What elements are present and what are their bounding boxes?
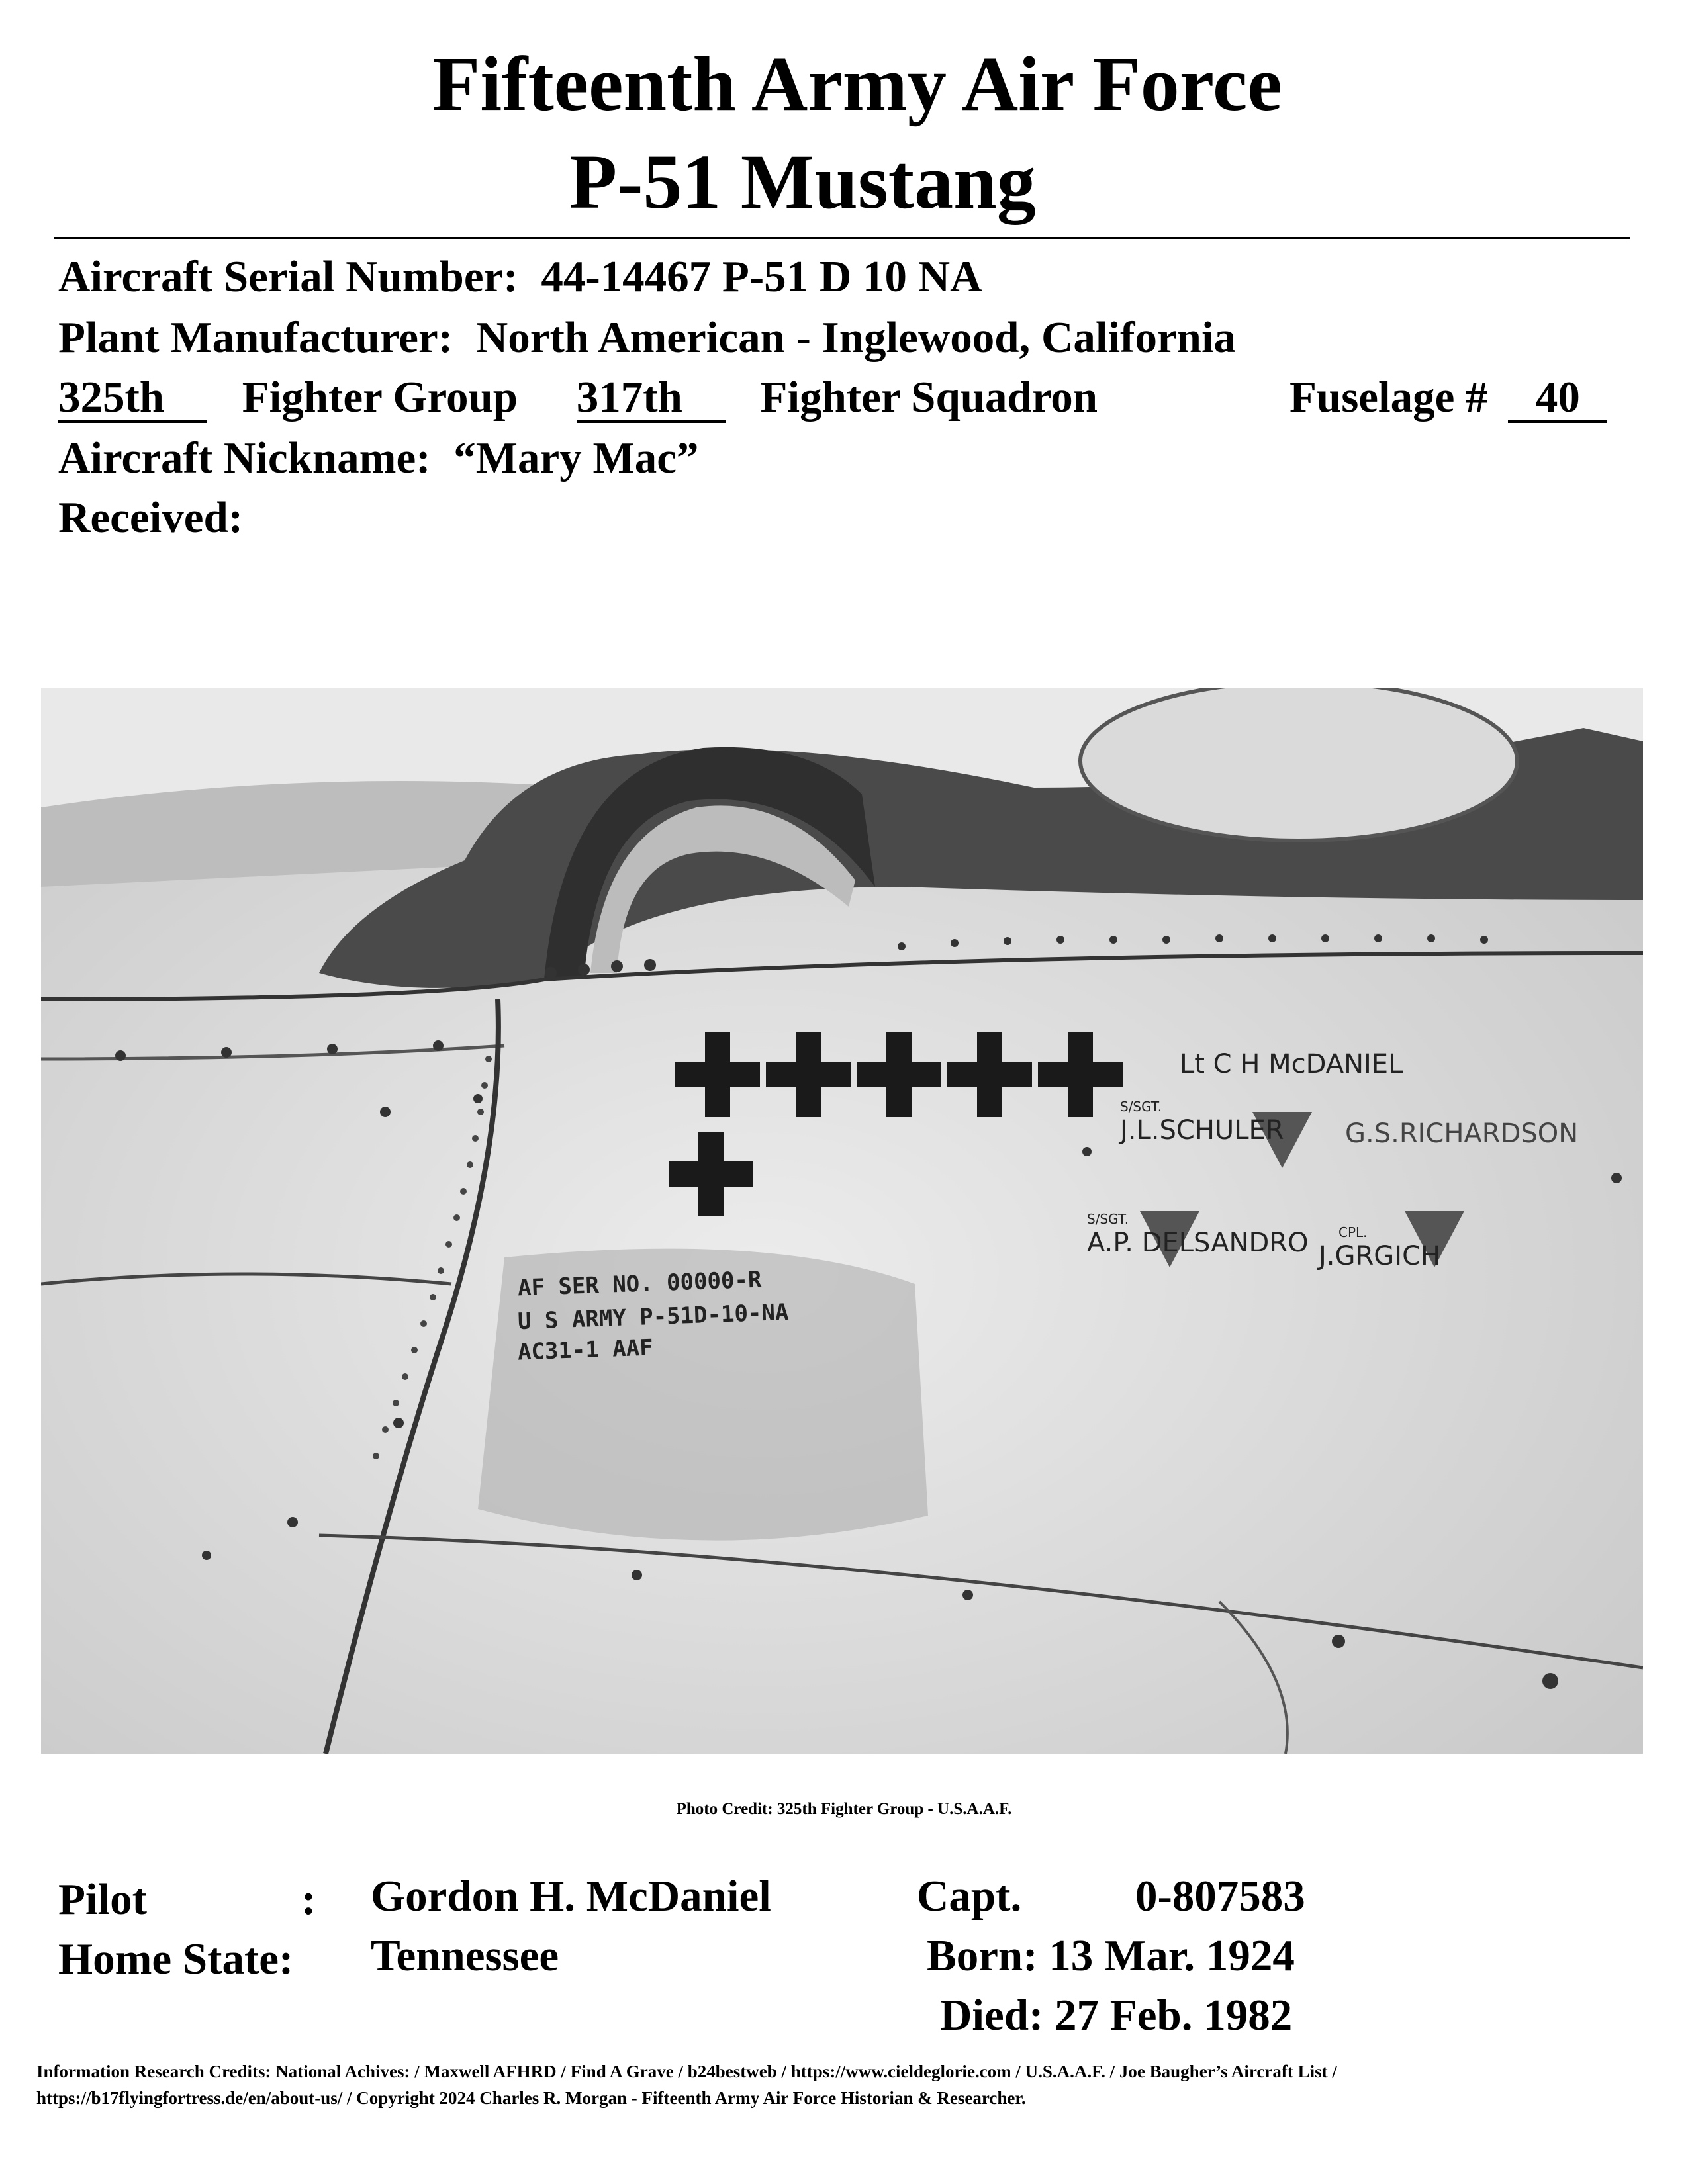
crew-1-rank: S/SGT.: [1120, 1099, 1162, 1115]
manufacturer-row: [58, 311, 1236, 364]
received-row: [58, 491, 243, 544]
unit-row: [58, 371, 1098, 424]
nickname-row: [58, 432, 698, 484]
fuselage-value: 40: [1508, 375, 1607, 423]
footer-credits-line-1: Information Research Credits: National Achives: / Maxwell AFHRD / Find A Grave / b24bestweb / https://www.cieldeglorie.com / U.S.A.A.F. / Joe Baugher’s Aircraft List /: [36, 2062, 1337, 2081]
pilot-label: Pilot: [58, 1875, 147, 1924]
pilot-colon: :: [301, 1875, 316, 1924]
page-subtitle: P-51 Mustang: [569, 138, 1036, 225]
aircraft-photo: [41, 688, 1643, 1754]
fighter-squadron-value: 317th: [577, 375, 726, 423]
pilot-rank: Capt.: [917, 1872, 1022, 1921]
serial-number-label: Aircraft Serial Number:: [58, 252, 518, 301]
manufacturer-label: Plant Manufacturer:: [58, 313, 453, 362]
crew-4-rank: CPL.: [1338, 1224, 1368, 1240]
pilot-name: Gordon H. McDaniel: [371, 1872, 771, 1921]
home-state-label: Home State:: [58, 1934, 294, 1983]
fuselage-row: [1289, 371, 1607, 424]
stencil-line-1: AF SER NO. 00000-R: [517, 1266, 763, 1302]
received-label: Received:: [58, 493, 244, 542]
pilot-born: Born: 13 Mar. 1924: [927, 1931, 1295, 1980]
crew-pilot-name: Lt C H McDANIEL: [1180, 1049, 1403, 1079]
crew-2-name: G.S.RICHARDSON: [1345, 1118, 1579, 1149]
pilot-service-number: 0-807583: [1135, 1872, 1305, 1921]
fighter-squadron-label: Fighter Squadron: [760, 373, 1098, 422]
crew-3-rank: S/SGT.: [1087, 1211, 1129, 1227]
header-divider: [54, 237, 1630, 239]
nickname-value: “Mary Mac”: [453, 433, 699, 482]
nickname-label: Aircraft Nickname:: [58, 433, 431, 482]
crew-3-name: A.P. DELSANDRO: [1087, 1228, 1309, 1258]
stencil-line-2: U S ARMY P-51D-10-NA: [517, 1298, 789, 1336]
pilot-died: Died: 27 Feb. 1982: [940, 1991, 1293, 2040]
stencil-line-3: AC31-1 AAF: [517, 1334, 654, 1366]
manufacturer-value: North American - Inglewood, California: [475, 313, 1237, 362]
photo-credit: Photo Credit: 325th Fighter Group - U.S.A.A.F.: [676, 1800, 1012, 1818]
home-state-value: Tennessee: [371, 1931, 559, 1980]
aircraft-photo-drawing: [41, 688, 1643, 1754]
footer-credits-line-2: https://b17flyingfortress.de/en/about-us/ / Copyright 2024 Charles R. Morgan - Fifteenth Army Air Force Historian & Researcher.: [36, 2088, 1026, 2108]
crew-1-name: J.L.SCHULER: [1120, 1115, 1284, 1146]
serial-number-row: [58, 250, 982, 303]
fuselage-label: Fuselage #: [1289, 373, 1488, 422]
page-title: Fifteenth Army Air Force: [432, 40, 1282, 127]
fighter-group-value: 325th: [58, 375, 207, 423]
crew-4-name: J.GRGICH: [1319, 1241, 1441, 1271]
serial-number-value: 44-14467 P-51 D 10 NA: [541, 252, 982, 301]
fighter-group-label: Fighter Group: [242, 373, 518, 422]
